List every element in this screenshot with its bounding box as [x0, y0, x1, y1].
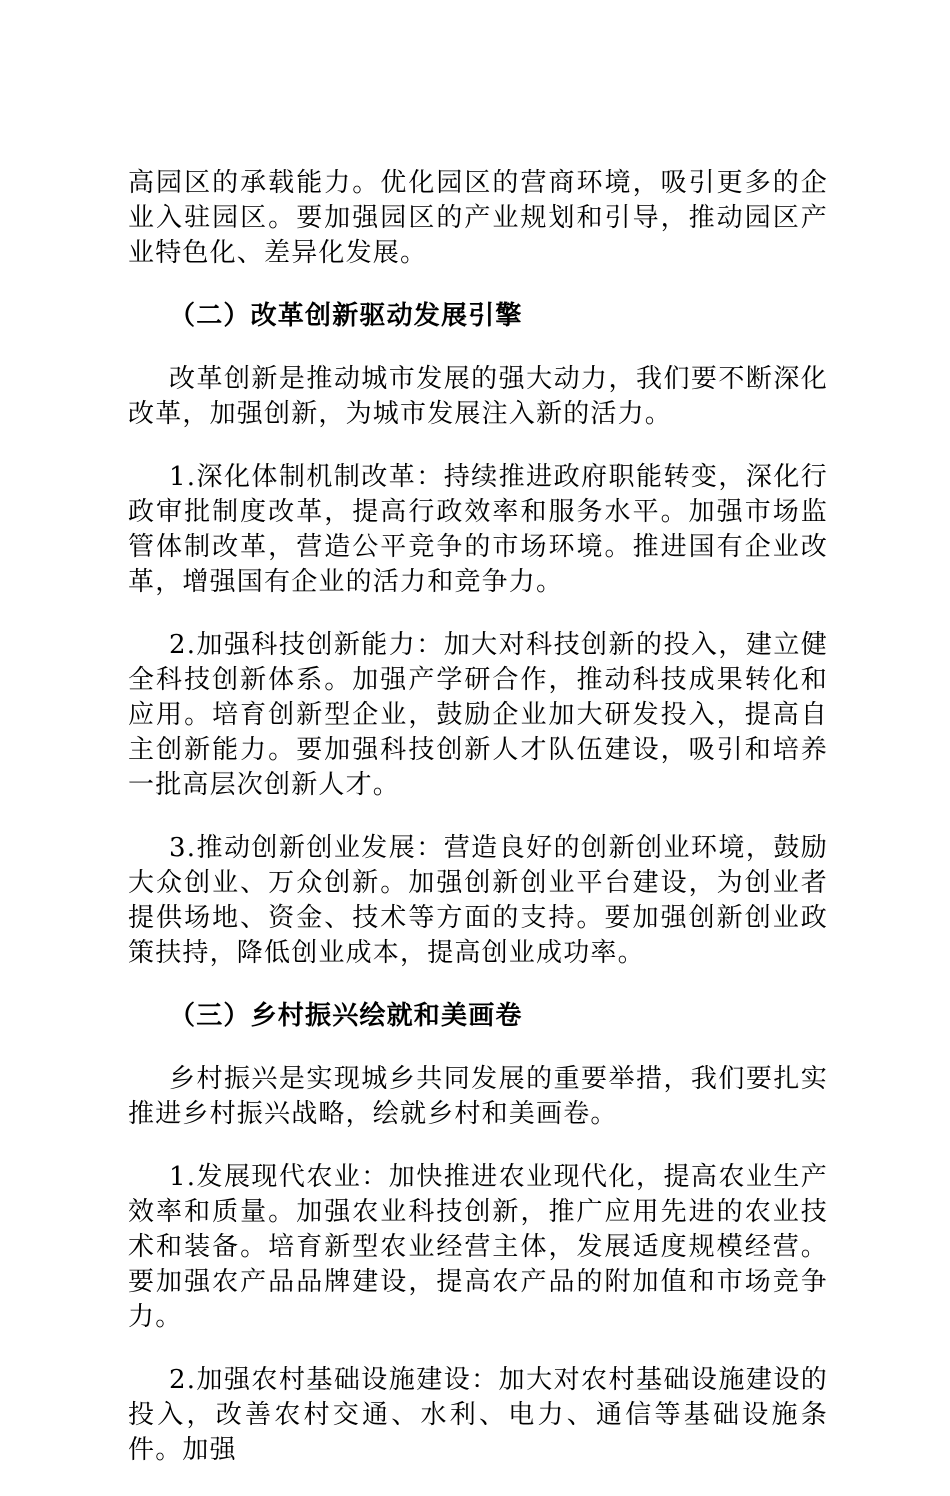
paragraph-continuation: 高园区的承载能力。优化园区的营商环境，吸引更多的企业入驻园区。要加强园区的产业规划和引导，推动园区产业特色化、差异化发展。	[128, 168, 828, 268]
paragraph-rural-item-1: 1.发展现代农业：加快推进农业现代化，提高农业生产效率和质量。加强农业科技创新，推广应用先进的农业技术和装备。培育新型农业经营主体，发展适度规模经营。要加强农产品品牌建设，提高农产品的附加值和市场竞争力。	[128, 1162, 828, 1332]
paragraph-rural-item-2: 2.加强农村基础设施建设：加大对农村基础设施建设的投入，改善农村交通、水利、电力、通信等基础设施条件。加强	[128, 1365, 828, 1465]
section-heading-reform-innovation: （二）改革创新驱动发展引擎	[169, 301, 523, 331]
paragraph-reform-item-1: 1.深化体制机制改革：持续推进政府职能转变，深化行政审批制度改革，提高行政效率和服务水平。加强市场监管体制改革，营造公平竞争的市场环境。推进国有企业改革，增强国有企业的活力和竞争力。	[128, 462, 828, 597]
paragraph-reform-item-2: 2.加强科技创新能力：加大对科技创新的投入，建立健全科技创新体系。加强产学研合作，推动科技成果转化和应用。培育创新型企业，鼓励企业加大研发投入，提高自主创新能力。要加强科技创新人才队伍建设，吸引和培养一批高层次创新人才。	[128, 630, 828, 800]
paragraph-reform-intro: 改革创新是推动城市发展的强大动力，我们要不断深化改革，加强创新，为城市发展注入新的活力。	[128, 364, 828, 429]
paragraph-rural-intro: 乡村振兴是实现城乡共同发展的重要举措，我们要扎实推进乡村振兴战略，绘就乡村和美画卷。	[128, 1064, 828, 1129]
document-body	[128, 166, 828, 1496]
paragraph-reform-item-3: 3.推动创新创业发展：营造良好的创新创业环境，鼓励大众创业、万众创新。加强创新创业平台建设，为创业者提供场地、资金、技术等方面的支持。要加强创新创业政策扶持，降低创业成本，提高创业成功率。	[128, 833, 828, 968]
section-heading-rural-revitalization: （三）乡村振兴绘就和美画卷	[169, 1001, 523, 1031]
